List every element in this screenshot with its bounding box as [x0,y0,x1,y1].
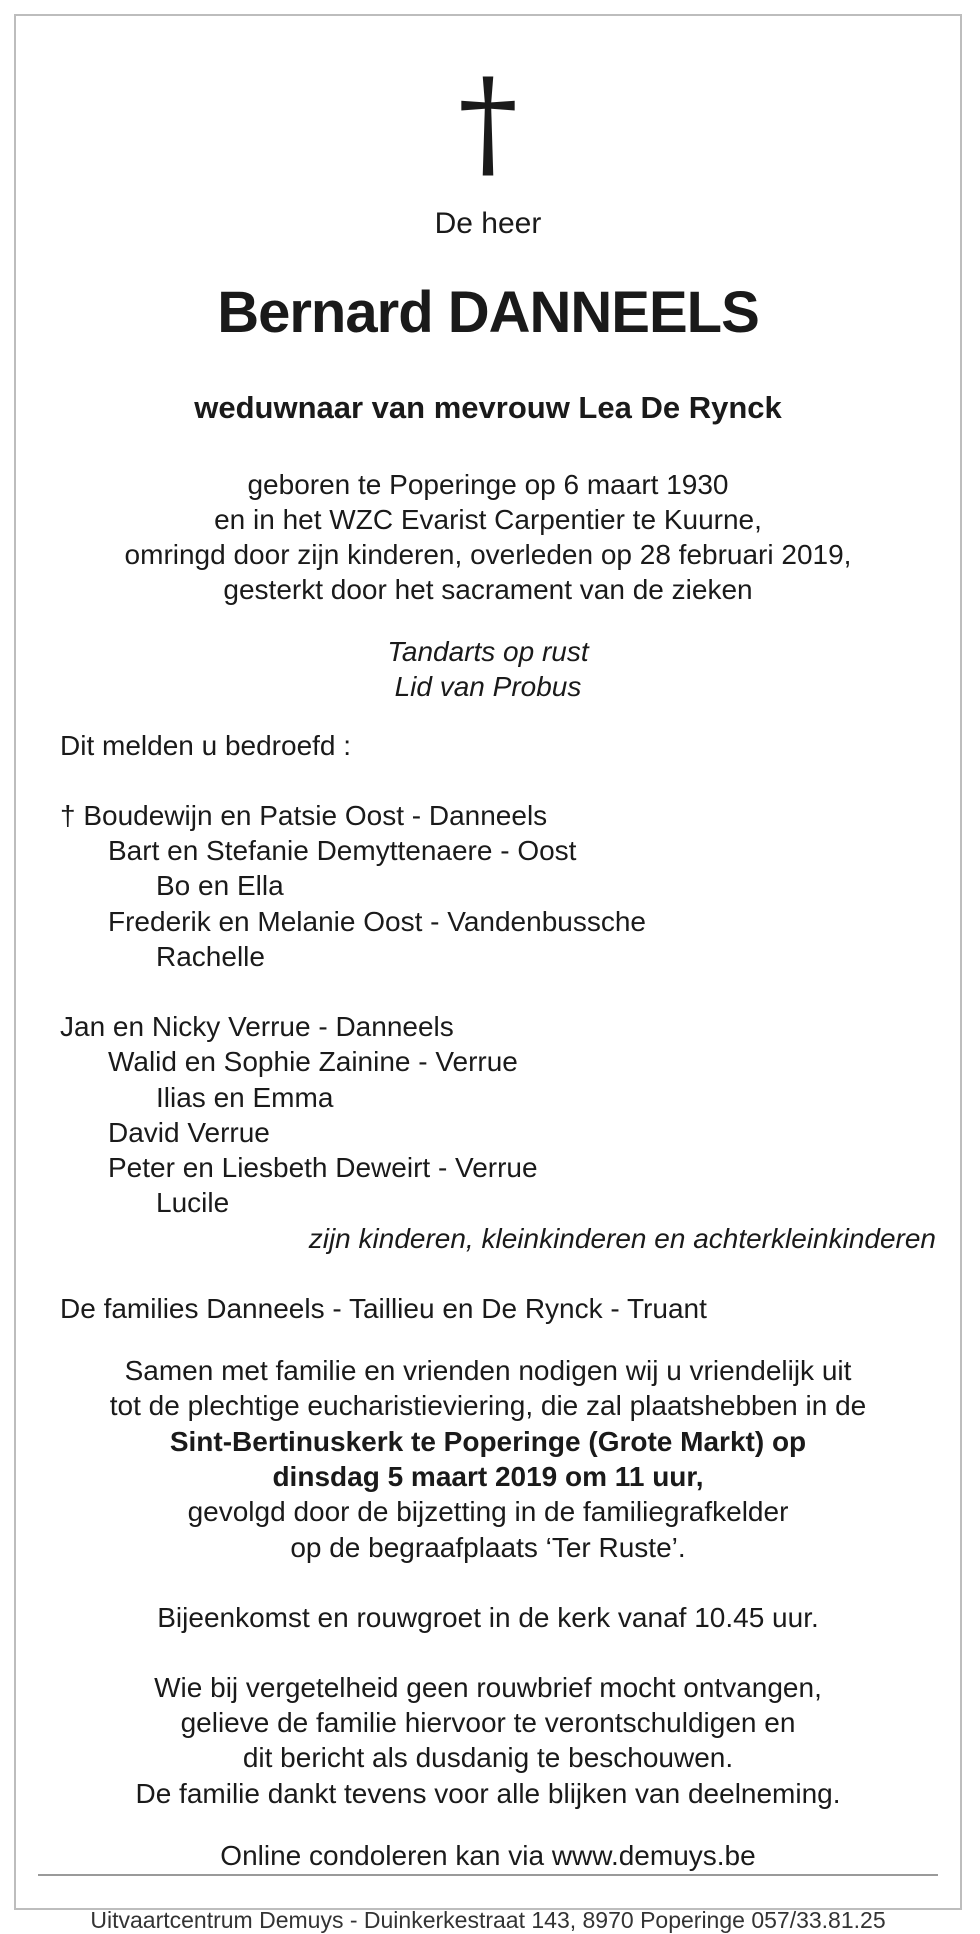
bio-line: gesterkt door het sacrament van de zieken [223,574,753,605]
family-member: † Boudewijn en Patsie Oost - Danneels [60,800,548,831]
ceremony-date: dinsdag 5 maart 2019 om 11 uur, [272,1461,704,1492]
ceremony-line: gevolgd door de bijzetting in de familiegrafkelder [187,1496,789,1527]
family-member: Bart en Stefanie Demyttenaere - Oost [108,835,577,866]
salutation: De heer [434,207,542,240]
ceremony-line: op de begraafplaats ‘Ter Ruste’. [290,1532,686,1563]
families-line: De families Danneels - Taillieu en De Rynck - Truant [60,1293,707,1324]
family-member: Walid en Sophie Zainine - Verrue [108,1046,518,1077]
ceremony-location: Sint-Bertinuskerk te Poperinge (Grote Markt) op [169,1426,807,1457]
title-line: Tandarts op rust [387,636,589,667]
notice-line: gelieve de familie hiervoor te verontschuldigen en [180,1707,796,1738]
notice-line: Wie bij vergetelheid geen rouwbrief mocht ontvangen, [154,1672,822,1703]
online-condolence-line: Online condoleren kan via www.demuys.be [220,1840,756,1871]
family-member: Ilias en Emma [156,1082,334,1113]
notice-line: dit bericht als dusdanig te beschouwen. [242,1742,734,1773]
footer-divider [38,1874,938,1876]
bio-line: omringd door zijn kinderen, overleden op 28 februari 2019, [124,539,852,570]
cross-icon: † [458,54,518,193]
family-member: Frederik en Melanie Oost - Vandenbussche [108,906,646,937]
widower-line: weduwnaar van mevrouw Lea De Rynck [194,390,782,425]
family-member: Lucile [156,1187,230,1218]
announce-line: Dit melden u bedroefd : [60,730,352,761]
family-member: Rachelle [156,941,265,972]
ceremony-line: Samen met familie en vrienden nodigen wij u vriendelijk uit [124,1355,852,1386]
family-member: Bo en Ella [156,870,284,901]
footer-address: Uitvaartcentrum Demuys - Duinkerkestraat 143, 8970 Poperinge 057/33.81.25 [90,1907,886,1933]
obituary-card [14,14,962,1933]
ceremony-line: tot de plechtige eucharistieviering, die zal plaatshebben in de [109,1390,867,1421]
relation-line: zijn kinderen, kleinkinderen en achterkleinkinderen [308,1223,936,1254]
deceased-name: Bernard DANNEELS [217,280,759,345]
bio-line: geboren te Poperinge op 6 maart 1930 [247,469,729,500]
family-member: Jan en Nicky Verrue - Danneels [60,1011,454,1042]
notice-line: De familie dankt tevens voor alle blijken van deelneming. [135,1778,841,1809]
family-member: David Verrue [108,1117,270,1148]
family-member: Peter en Liesbeth Deweirt - Verrue [108,1152,538,1183]
gathering-line: Bijeenkomst en rouwgroet in de kerk vanaf 10.45 uur. [157,1602,819,1633]
bio-line: en in het WZC Evarist Carpentier te Kuurne, [214,504,762,535]
title-line: Lid van Probus [394,671,582,702]
